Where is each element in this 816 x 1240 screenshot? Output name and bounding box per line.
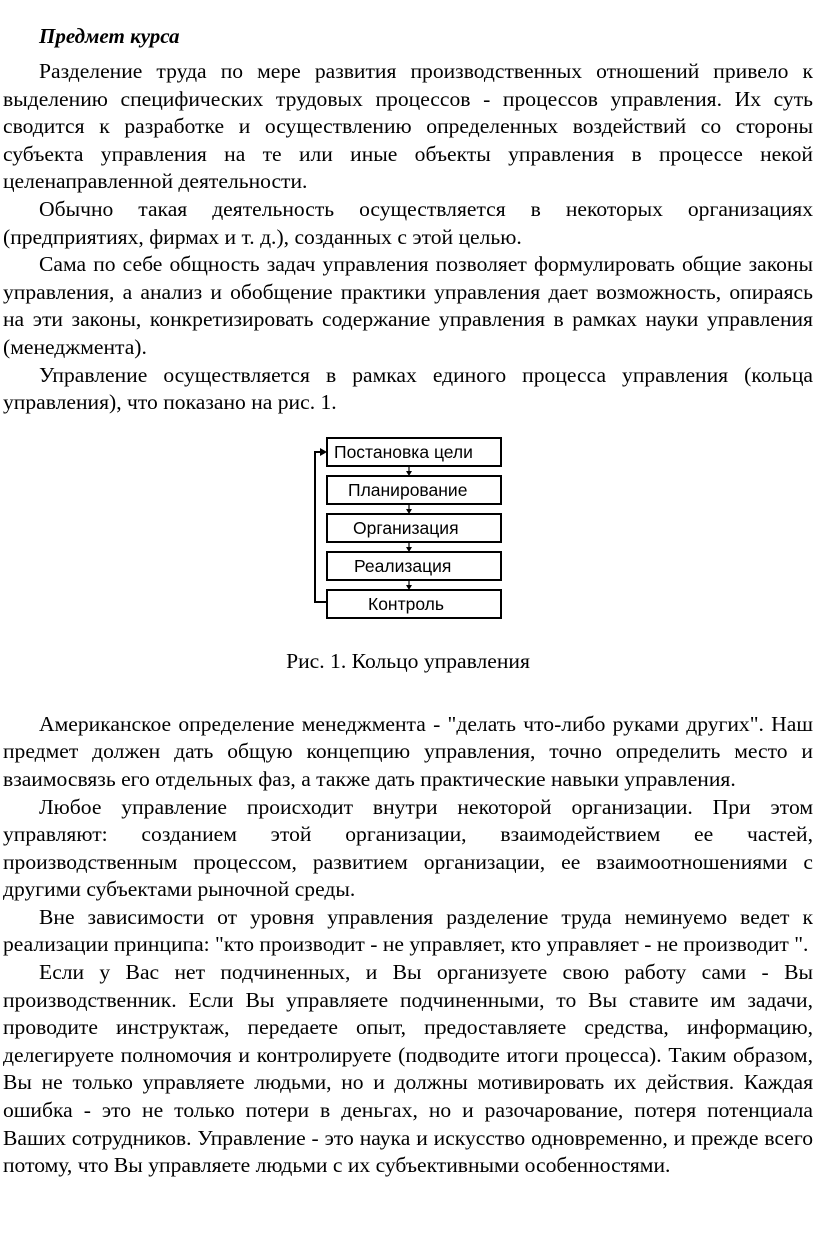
step-label-goal: Постановка цели	[334, 441, 473, 462]
step-label-implementation: Реализация	[354, 555, 452, 576]
paragraph: Если у Вас нет подчиненных, и Вы организуете свою работу сами - Вы производственник. Если Вы управляете подчиненными, то Вы ставите им задачи, проводите инструктаж, передаете опыт, предоставляете средства, информацию, делегируете полномочия и контролируете (подводите итоги процесса). Таким образом, Вы не только управляете людьми, но и должны мотивировать их действия. Каждая ошибка - это не только потери в деньгах, но и разочарование, потеря потенциала Ваших сотрудников. Управление - это наука и искусство одновременно, и прежде всего потому, что Вы управляете людьми с их субъективными особенностями.	[3, 960, 813, 1178]
paragraph: Сама по себе общность задач управления позволяет формулировать общие законы управления, а анализ и обобщение практики управления дает возможность, опираясь на эти законы, конкретизировать содержание управления в рамках науки управления (менеджмента).	[3, 252, 813, 359]
paragraph: Управление осуществляется в рамках единого процесса управления (кольца управления), что показано на рис. 1.	[3, 362, 813, 415]
step-label-organization: Организация	[353, 517, 459, 538]
step-label-control: Контроль	[368, 593, 445, 614]
paragraph: Вне зависимости от уровня управления разделение труда неминуемо ведет к реализации принципа: "кто производит - не управляет, кто управляет - не производит ".	[3, 904, 813, 957]
paragraph: Американское определение менеджмента - "делать что-либо руками других". Наш предмет должен дать общую концепцию управления, точно определить место и взаимосвязь его отдельных фаз, а также дать практические навыки управления.	[3, 711, 813, 791]
management-ring-diagram	[3, 426, 813, 634]
paragraph: Любое управление происходит внутри некоторой организации. При этом управляют: созданием этой организации, взаимодействием ее частей, производственным процессом, развитием организации, ее взаимоотношениями с другими субъектами рыночной среды.	[3, 794, 813, 902]
feedback-arrow-head	[320, 448, 327, 456]
step-label-planning: Планирование	[348, 479, 468, 500]
section-heading: Предмет курса	[39, 24, 180, 48]
paragraph: Разделение труда по мере развития производственных отношений привело к выделению специфических трудовых процессов - процессов управления. Их суть сводится к разработке и осуществлению определенных воздействий со стороны субъекта управления на те или иные объекты управления в процессе некой целенаправленной деятельности.	[3, 59, 813, 194]
feedback-loop-line	[315, 452, 327, 602]
paragraph: Обычно такая деятельность осуществляется в некоторых организациях (предприятиях, фирмах и т. д.), созданных с этой целью.	[3, 196, 813, 249]
figure-caption: Рис. 1. Кольцо управления	[286, 648, 530, 673]
